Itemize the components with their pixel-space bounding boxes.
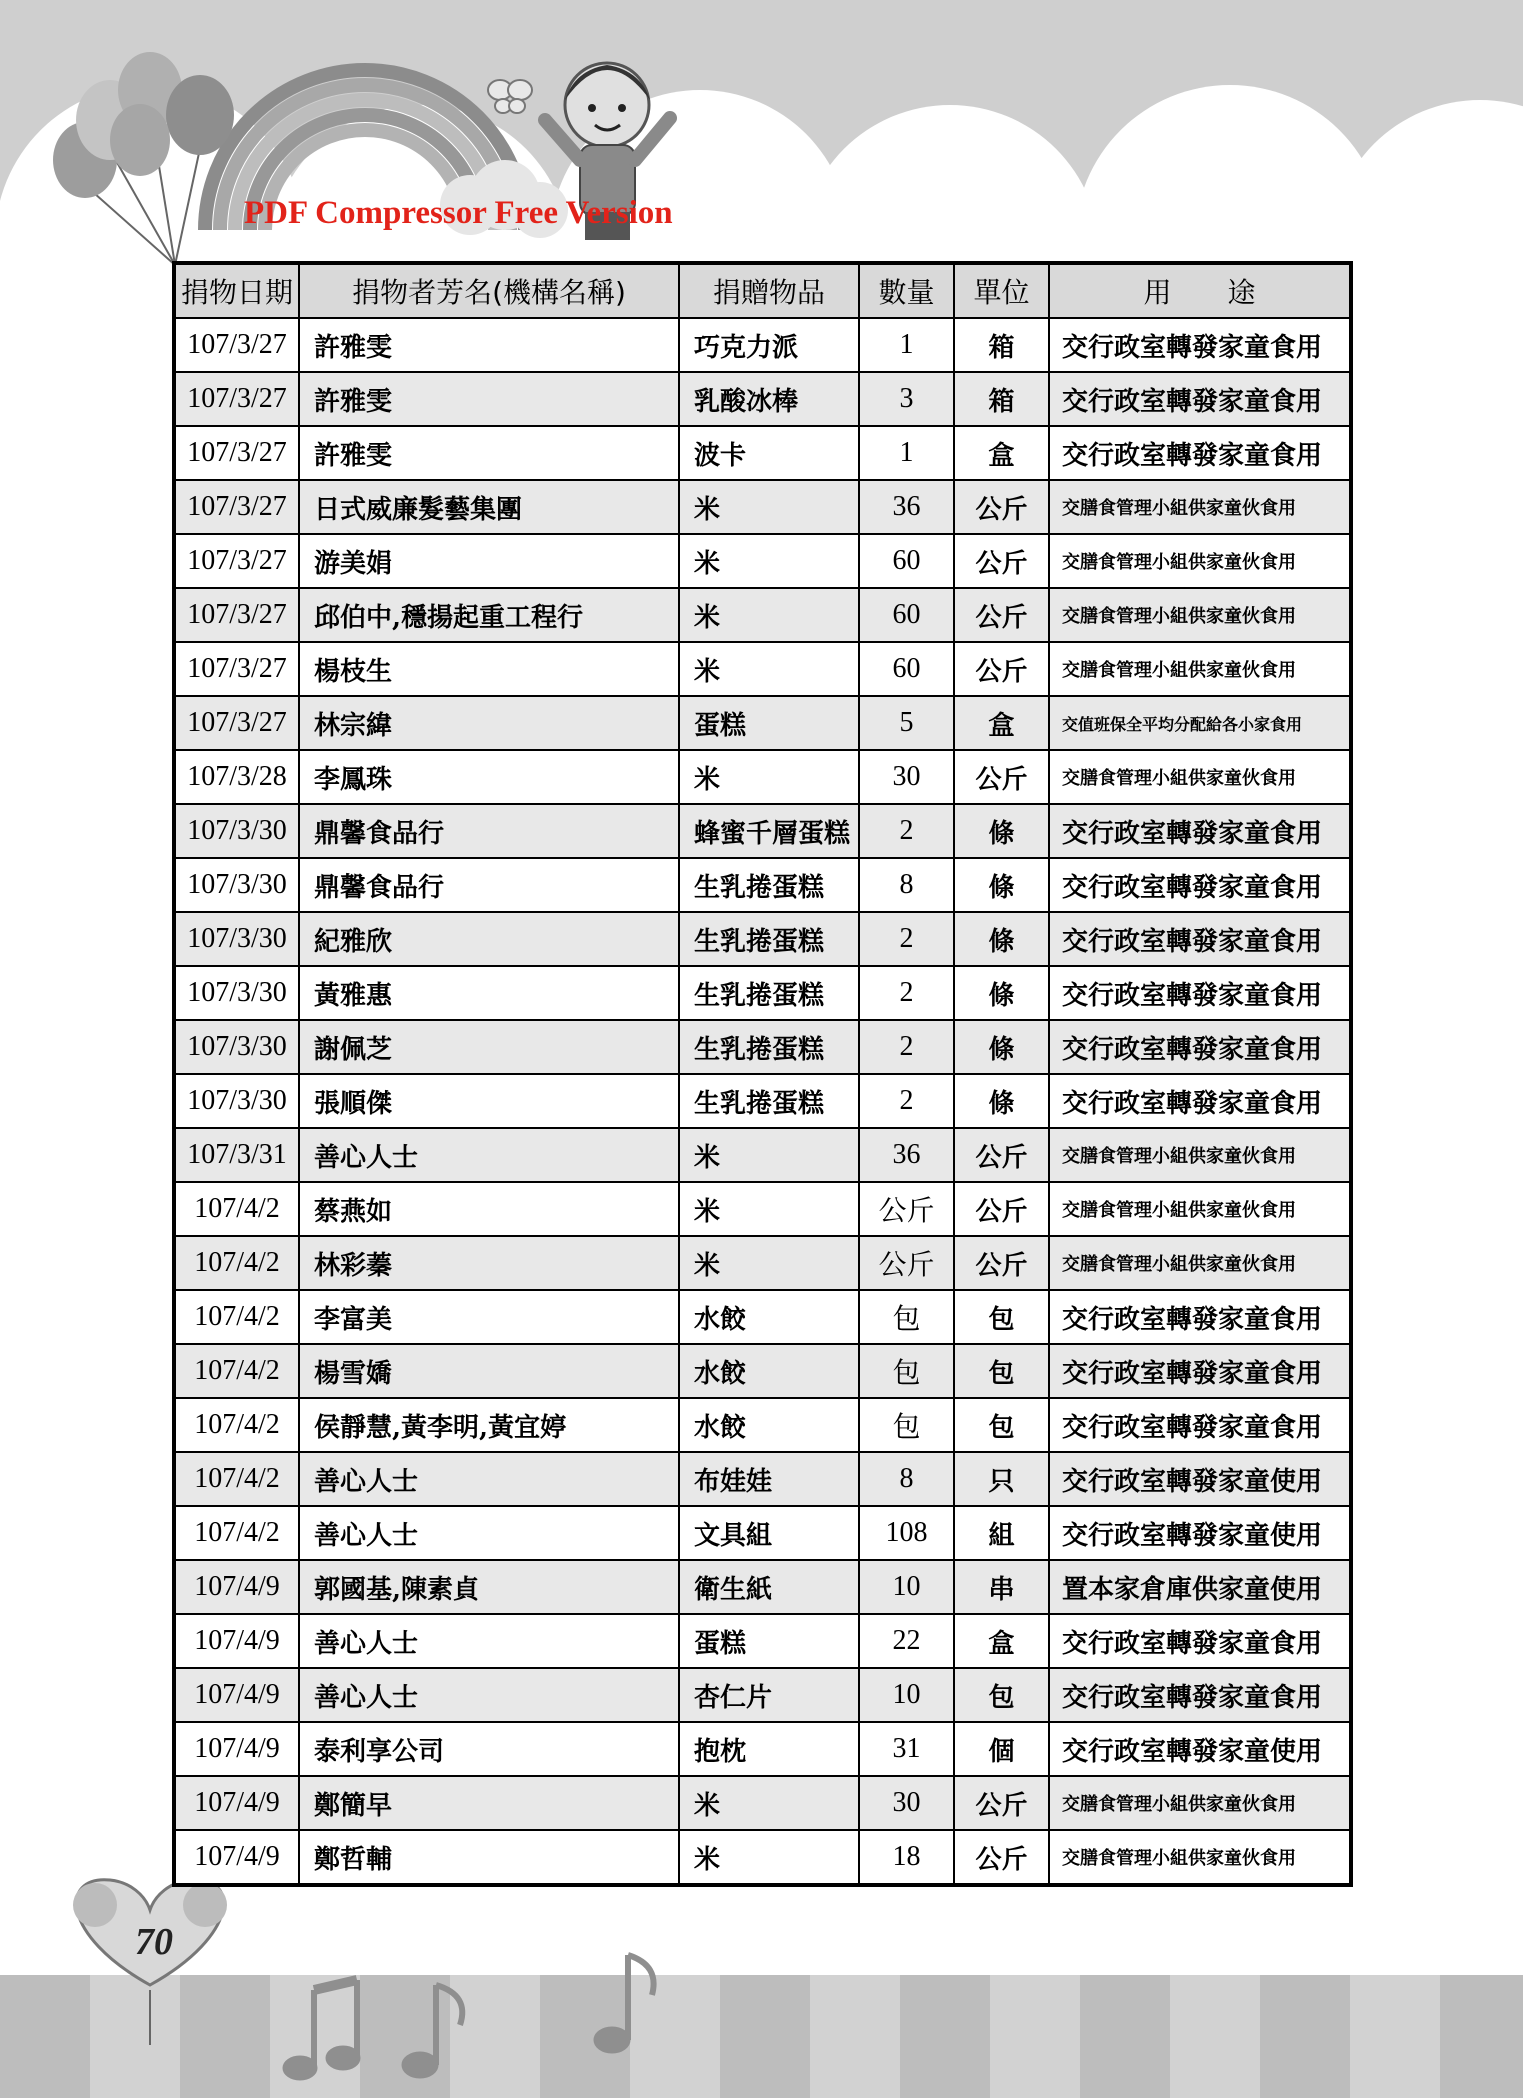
header-purpose: 用 途 — [1049, 263, 1351, 318]
cell-donor: 李富美 — [299, 1290, 679, 1344]
cell-item: 巧克力派 — [679, 318, 859, 372]
donation-table — [172, 261, 1353, 1887]
table-row — [174, 1398, 1351, 1452]
cell-date: 107/3/27 — [174, 696, 299, 750]
cell-donor: 游美娟 — [299, 534, 679, 588]
header-unit: 單位 — [954, 263, 1049, 318]
table-row — [174, 1668, 1351, 1722]
table-row — [174, 912, 1351, 966]
cell-qty: 2 — [859, 1074, 954, 1128]
cell-donor: 許雅雯 — [299, 426, 679, 480]
table-row — [174, 534, 1351, 588]
table-row — [174, 1722, 1351, 1776]
cell-unit: 只 — [954, 1452, 1049, 1506]
cell-item: 布娃娃 — [679, 1452, 859, 1506]
cell-date: 107/3/27 — [174, 642, 299, 696]
cell-item: 生乳捲蛋糕 — [679, 858, 859, 912]
cell-item: 米 — [679, 588, 859, 642]
cell-purpose: 交膳食管理小組供家童伙食用 — [1049, 1776, 1351, 1830]
cell-purpose: 交行政室轉發家童食用 — [1049, 1614, 1351, 1668]
cell-purpose: 交行政室轉發家童食用 — [1049, 858, 1351, 912]
cell-purpose: 交行政室轉發家童食用 — [1049, 912, 1351, 966]
cell-purpose: 交行政室轉發家童食用 — [1049, 966, 1351, 1020]
page-number: 70 — [135, 1921, 173, 1963]
cell-donor: 楊雪嬌 — [299, 1344, 679, 1398]
cell-unit: 公斤 — [954, 588, 1049, 642]
cell-unit: 公斤 — [954, 642, 1049, 696]
cell-purpose: 交膳食管理小組供家童伙食用 — [1049, 480, 1351, 534]
cell-date: 107/3/31 — [174, 1128, 299, 1182]
cell-unit: 條 — [954, 1020, 1049, 1074]
cell-qty: 1 — [859, 318, 954, 372]
table-row — [174, 1506, 1351, 1560]
cell-item: 米 — [679, 1182, 859, 1236]
cell-date: 107/4/9 — [174, 1560, 299, 1614]
cell-item: 米 — [679, 1236, 859, 1290]
cell-qty: 36 — [859, 480, 954, 534]
cell-qty: 8 — [859, 858, 954, 912]
cell-date: 107/4/2 — [174, 1506, 299, 1560]
cell-donor: 善心人士 — [299, 1668, 679, 1722]
table-row — [174, 1830, 1351, 1885]
cell-unit: 條 — [954, 966, 1049, 1020]
cell-qty: 公斤 — [859, 1236, 954, 1290]
cell-date: 107/3/30 — [174, 1020, 299, 1074]
cell-item: 米 — [679, 480, 859, 534]
table-row — [174, 480, 1351, 534]
header-qty: 數量 — [859, 263, 954, 318]
table-row — [174, 426, 1351, 480]
table-header — [174, 263, 1351, 318]
cell-purpose: 交膳食管理小組供家童伙食用 — [1049, 588, 1351, 642]
cell-unit: 包 — [954, 1344, 1049, 1398]
cell-purpose: 交行政室轉發家童食用 — [1049, 804, 1351, 858]
cell-qty: 18 — [859, 1830, 954, 1885]
cell-unit: 包 — [954, 1668, 1049, 1722]
cell-qty: 包 — [859, 1344, 954, 1398]
cell-qty: 31 — [859, 1722, 954, 1776]
cell-donor: 日式威廉髮藝集團 — [299, 480, 679, 534]
cell-date: 107/3/30 — [174, 1074, 299, 1128]
table-row — [174, 1776, 1351, 1830]
cell-date: 107/3/27 — [174, 480, 299, 534]
cell-qty: 公斤 — [859, 1182, 954, 1236]
table-row — [174, 1290, 1351, 1344]
table-row — [174, 588, 1351, 642]
table-row — [174, 1074, 1351, 1128]
cell-item: 米 — [679, 642, 859, 696]
table-body — [174, 318, 1351, 1885]
cell-item: 生乳捲蛋糕 — [679, 966, 859, 1020]
cell-qty: 8 — [859, 1452, 954, 1506]
cell-date: 107/4/9 — [174, 1668, 299, 1722]
cell-donor: 林彩蓁 — [299, 1236, 679, 1290]
cell-donor: 鄭簡早 — [299, 1776, 679, 1830]
cell-qty: 3 — [859, 372, 954, 426]
cell-date: 107/4/2 — [174, 1236, 299, 1290]
cell-qty: 36 — [859, 1128, 954, 1182]
cell-unit: 盒 — [954, 1614, 1049, 1668]
cell-date: 107/3/27 — [174, 372, 299, 426]
table-row — [174, 1128, 1351, 1182]
cell-donor: 郭國基,陳素貞 — [299, 1560, 679, 1614]
bottom-stripes — [0, 1975, 1523, 2098]
cell-qty: 60 — [859, 588, 954, 642]
header-donor: 捐物者芳名(機構名稱) — [299, 263, 679, 318]
cell-donor: 善心人士 — [299, 1506, 679, 1560]
cell-date: 107/4/9 — [174, 1776, 299, 1830]
cell-unit: 公斤 — [954, 534, 1049, 588]
cell-item: 蛋糕 — [679, 696, 859, 750]
cell-qty: 包 — [859, 1398, 954, 1452]
cell-donor: 黃雅惠 — [299, 966, 679, 1020]
cell-date: 107/4/2 — [174, 1344, 299, 1398]
cell-qty: 108 — [859, 1506, 954, 1560]
cell-unit: 公斤 — [954, 750, 1049, 804]
cell-purpose: 交行政室轉發家童使用 — [1049, 1722, 1351, 1776]
cell-qty: 2 — [859, 804, 954, 858]
butterfly-icon — [488, 80, 532, 113]
table-row — [174, 1344, 1351, 1398]
cell-date: 107/4/2 — [174, 1290, 299, 1344]
cell-qty: 60 — [859, 534, 954, 588]
cell-unit: 條 — [954, 804, 1049, 858]
cell-qty: 包 — [859, 1290, 954, 1344]
cell-item: 乳酸冰棒 — [679, 372, 859, 426]
table-row — [174, 1614, 1351, 1668]
cell-purpose: 交值班保全平均分配給各小家食用 — [1049, 696, 1351, 750]
cell-purpose: 交膳食管理小組供家童伙食用 — [1049, 1182, 1351, 1236]
cell-donor: 蔡燕如 — [299, 1182, 679, 1236]
cell-donor: 林宗緯 — [299, 696, 679, 750]
cell-purpose: 交行政室轉發家童食用 — [1049, 318, 1351, 372]
cell-qty: 5 — [859, 696, 954, 750]
cell-item: 生乳捲蛋糕 — [679, 1020, 859, 1074]
cell-purpose: 交膳食管理小組供家童伙食用 — [1049, 534, 1351, 588]
cell-qty: 30 — [859, 1776, 954, 1830]
cell-donor: 謝佩芝 — [299, 1020, 679, 1074]
cell-purpose: 交行政室轉發家童食用 — [1049, 1344, 1351, 1398]
cell-donor: 鼎馨食品行 — [299, 804, 679, 858]
cell-unit: 條 — [954, 858, 1049, 912]
cell-date: 107/3/27 — [174, 588, 299, 642]
cell-date: 107/4/9 — [174, 1722, 299, 1776]
table-row — [174, 372, 1351, 426]
header-date: 捐物日期 — [174, 263, 299, 318]
cell-donor: 泰利享公司 — [299, 1722, 679, 1776]
cell-date: 107/4/9 — [174, 1614, 299, 1668]
table-row — [174, 696, 1351, 750]
cell-item: 水餃 — [679, 1398, 859, 1452]
cell-item: 波卡 — [679, 426, 859, 480]
cell-purpose: 交行政室轉發家童食用 — [1049, 426, 1351, 480]
cell-qty: 2 — [859, 1020, 954, 1074]
cell-unit: 箱 — [954, 318, 1049, 372]
table-row — [174, 804, 1351, 858]
cell-unit: 公斤 — [954, 480, 1049, 534]
cell-purpose: 交行政室轉發家童食用 — [1049, 1290, 1351, 1344]
cell-purpose: 交行政室轉發家童食用 — [1049, 1398, 1351, 1452]
watermark-text: PDF Compressor Free Version — [244, 195, 673, 231]
cell-donor: 善心人士 — [299, 1452, 679, 1506]
table-row — [174, 1182, 1351, 1236]
table-row — [174, 750, 1351, 804]
cell-date: 107/3/30 — [174, 804, 299, 858]
cell-item: 水餃 — [679, 1344, 859, 1398]
cell-item: 米 — [679, 534, 859, 588]
cell-purpose: 交行政室轉發家童食用 — [1049, 372, 1351, 426]
cell-unit: 組 — [954, 1506, 1049, 1560]
cell-qty: 10 — [859, 1560, 954, 1614]
table-row — [174, 318, 1351, 372]
table-row — [174, 1452, 1351, 1506]
cell-date: 107/3/30 — [174, 966, 299, 1020]
cell-unit: 公斤 — [954, 1128, 1049, 1182]
cell-qty: 2 — [859, 912, 954, 966]
cell-unit: 公斤 — [954, 1776, 1049, 1830]
cell-unit: 條 — [954, 912, 1049, 966]
cell-unit: 盒 — [954, 426, 1049, 480]
table-row — [174, 858, 1351, 912]
cell-date: 107/4/2 — [174, 1398, 299, 1452]
cell-item: 生乳捲蛋糕 — [679, 912, 859, 966]
cell-qty: 30 — [859, 750, 954, 804]
cell-unit: 條 — [954, 1074, 1049, 1128]
cell-date: 107/3/30 — [174, 912, 299, 966]
cell-item: 米 — [679, 750, 859, 804]
cell-unit: 串 — [954, 1560, 1049, 1614]
cell-donor: 紀雅欣 — [299, 912, 679, 966]
cell-date: 107/3/30 — [174, 858, 299, 912]
cell-purpose: 交膳食管理小組供家童伙食用 — [1049, 1128, 1351, 1182]
cell-date: 107/4/9 — [174, 1830, 299, 1885]
cell-donor: 許雅雯 — [299, 372, 679, 426]
cell-donor: 許雅雯 — [299, 318, 679, 372]
cell-date: 107/3/27 — [174, 318, 299, 372]
cell-donor: 善心人士 — [299, 1128, 679, 1182]
cell-date: 107/3/27 — [174, 534, 299, 588]
cell-item: 生乳捲蛋糕 — [679, 1074, 859, 1128]
cell-unit: 公斤 — [954, 1830, 1049, 1885]
cell-purpose: 交膳食管理小組供家童伙食用 — [1049, 1236, 1351, 1290]
cell-date: 107/4/2 — [174, 1182, 299, 1236]
cell-unit: 公斤 — [954, 1236, 1049, 1290]
cell-purpose: 交行政室轉發家童食用 — [1049, 1020, 1351, 1074]
header-item: 捐贈物品 — [679, 263, 859, 318]
cell-purpose: 置本家倉庫供家童使用 — [1049, 1560, 1351, 1614]
table-row — [174, 1560, 1351, 1614]
table-row — [174, 1020, 1351, 1074]
cell-item: 杏仁片 — [679, 1668, 859, 1722]
cell-item: 米 — [679, 1830, 859, 1885]
cell-item: 衛生紙 — [679, 1560, 859, 1614]
cell-item: 米 — [679, 1776, 859, 1830]
cell-donor: 張順傑 — [299, 1074, 679, 1128]
cell-item: 蛋糕 — [679, 1614, 859, 1668]
cell-donor: 邱伯中,穩揚起重工程行 — [299, 588, 679, 642]
cell-unit: 包 — [954, 1398, 1049, 1452]
cell-date: 107/4/2 — [174, 1452, 299, 1506]
cell-qty: 2 — [859, 966, 954, 1020]
cell-purpose: 交行政室轉發家童食用 — [1049, 1668, 1351, 1722]
cell-item: 文具組 — [679, 1506, 859, 1560]
cell-unit: 個 — [954, 1722, 1049, 1776]
cell-item: 蜂蜜千層蛋糕 — [679, 804, 859, 858]
cell-purpose: 交膳食管理小組供家童伙食用 — [1049, 750, 1351, 804]
table-row — [174, 966, 1351, 1020]
cell-donor: 侯靜慧,黃李明,黃宜婷 — [299, 1398, 679, 1452]
cell-unit: 盒 — [954, 696, 1049, 750]
cell-purpose: 交膳食管理小組供家童伙食用 — [1049, 642, 1351, 696]
cell-qty: 22 — [859, 1614, 954, 1668]
cell-donor: 鄭哲輔 — [299, 1830, 679, 1885]
cell-qty: 60 — [859, 642, 954, 696]
cell-unit: 箱 — [954, 372, 1049, 426]
cell-unit: 包 — [954, 1290, 1049, 1344]
cell-donor: 鼎馨食品行 — [299, 858, 679, 912]
cell-item: 水餃 — [679, 1290, 859, 1344]
cell-unit: 公斤 — [954, 1182, 1049, 1236]
cell-donor: 李鳳珠 — [299, 750, 679, 804]
cell-purpose: 交行政室轉發家童使用 — [1049, 1452, 1351, 1506]
cell-qty: 1 — [859, 426, 954, 480]
cell-date: 107/3/27 — [174, 426, 299, 480]
cell-item: 米 — [679, 1128, 859, 1182]
cell-date: 107/3/28 — [174, 750, 299, 804]
cell-purpose: 交行政室轉發家童使用 — [1049, 1506, 1351, 1560]
table-row — [174, 642, 1351, 696]
cell-purpose: 交膳食管理小組供家童伙食用 — [1049, 1830, 1351, 1885]
cell-item: 抱枕 — [679, 1722, 859, 1776]
cell-donor: 善心人士 — [299, 1614, 679, 1668]
cell-qty: 10 — [859, 1668, 954, 1722]
cell-purpose: 交行政室轉發家童食用 — [1049, 1074, 1351, 1128]
table-row — [174, 1236, 1351, 1290]
cell-donor: 楊枝生 — [299, 642, 679, 696]
